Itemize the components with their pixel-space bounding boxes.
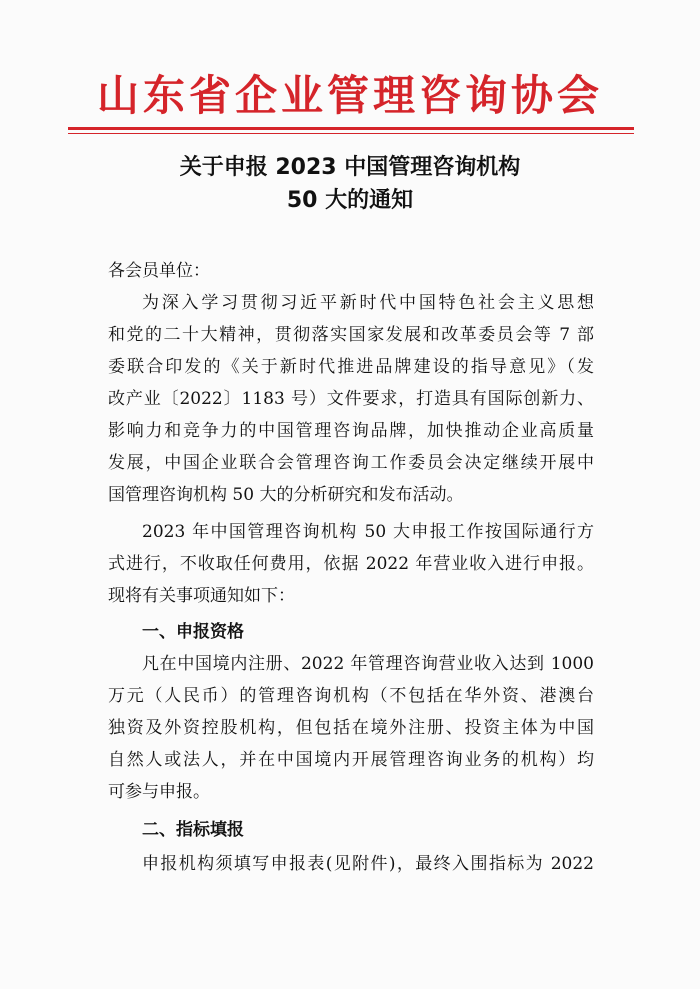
paragraph-1-line: 发展，中国企业联合会管理咨询工作委员会决定继续开展中 [108, 453, 594, 473]
paragraph-2-line: 现将有关事项通知如下： [108, 586, 295, 606]
notice-title-line-2: 50 大的通知 [286, 188, 414, 213]
section-2-heading: 二、指标填报 [142, 820, 244, 840]
section-1-line: 万元（人民币）的管理咨询机构（不包括在华外资、港澳台 [108, 686, 594, 706]
section-1-line: 凡在中国境内注册、2022 年管理咨询营业收入达到 1000 [142, 654, 594, 674]
section-2-line: 申报机构须填写申报表(见附件)，最终入围指标为 2022 [142, 854, 594, 874]
section-1-line: 可参与申报。 [108, 782, 210, 802]
letterhead-title: 山东省企业管理咨询协会 [96, 71, 603, 120]
paragraph-1-line: 改产业〔2022〕1183 号）文件要求，打造具有国际创新力、 [108, 389, 594, 409]
paragraph-1-line: 影响力和竞争力的中国管理咨询品牌，加快推动企业高质量 [108, 421, 594, 441]
paragraph-2-line: 式进行，不收取任何费用，依据 2022 年营业收入进行申报。 [108, 554, 594, 574]
section-1-heading: 一、申报资格 [142, 622, 244, 642]
section-1-line: 独资及外资控股机构，但包括在境外注册、投资主体为中国 [108, 718, 594, 738]
notice-title-line-1: 关于申报 2023 中国管理咨询机构 [179, 155, 521, 180]
paragraph-1-line: 国管理咨询机构 50 大的分析研究和发布活动。 [108, 485, 464, 505]
paragraph-1-line: 和党的二十大精神，贯彻落实国家发展和改革委员会等 7 部 [108, 325, 594, 345]
section-1-line: 自然人或法人，并在中国境内开展管理咨询业务的机构）均 [108, 750, 594, 770]
letterhead-rule-thick [68, 127, 634, 130]
paragraph-1-line: 委联合印发的《关于新时代推进品牌建设的指导意见》（发 [108, 357, 594, 377]
letterhead-rule-thin [68, 133, 634, 134]
paragraph-2-line: 2023 年中国管理咨询机构 50 大申报工作按国际通行方 [142, 522, 594, 542]
paragraph-1-line: 为深入学习贯彻习近平新时代中国特色社会主义思想 [142, 293, 594, 313]
salutation: 各会员单位： [108, 261, 210, 281]
